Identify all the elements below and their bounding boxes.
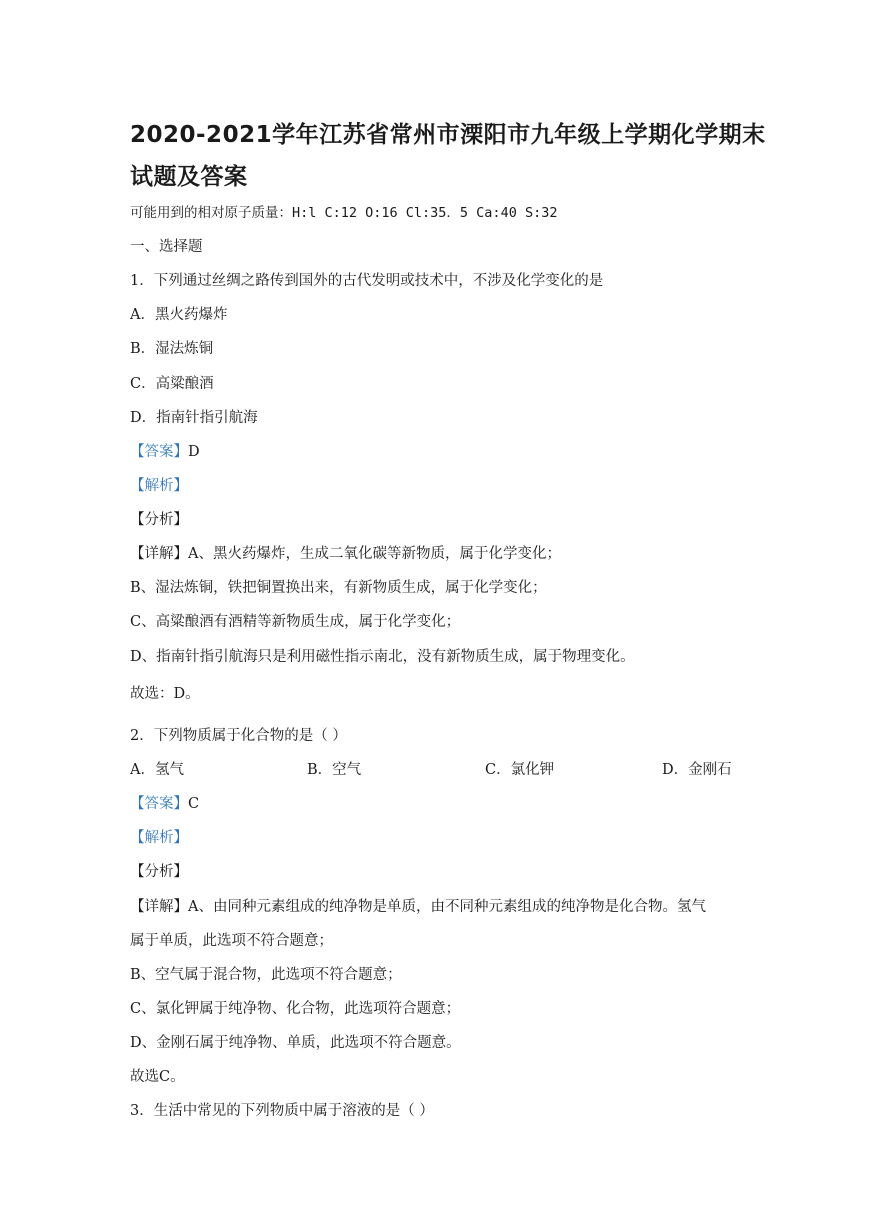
- q1-option-a: A．黑火药爆炸: [130, 307, 228, 323]
- q1-detail-line: D、指南针指引航海只是利用磁性指示南北，没有新物质生成，属于物理变化。: [130, 649, 635, 665]
- q1-stem: 1．下列通过丝绸之路传到国外的古代发明或技术中，不涉及化学变化的是: [130, 273, 604, 289]
- q1-option-c: C．高粱酿酒: [130, 376, 214, 392]
- q2-stem: 2．下列物质属于化合物的是（ ）: [130, 728, 347, 744]
- q2-detail-line: 【详解】A、由同种元素组成的纯净物是单质，由不同种元素组成的纯净物是化合物。氢气: [130, 899, 706, 915]
- q1-option-d: D．指南针指引航海: [130, 410, 258, 426]
- q2-answer: [130, 794, 199, 814]
- q1-option-b: B．湿法炼铜: [130, 341, 214, 357]
- atomic-masses: 可能用到的相对原子质量：H:l C:12 O:16 Cl:35．5 Ca:40 S:32: [130, 205, 558, 221]
- q1-detail-line: 【详解】A、黑火药爆炸，生成二氧化碳等新物质，属于化学变化；: [130, 546, 561, 562]
- q2-option-d: D．金刚石: [662, 762, 732, 778]
- q3-stem: 3．生活中常见的下列物质中属于溶液的是（ ）: [130, 1103, 434, 1119]
- q2-conclusion: 故选C。: [130, 1069, 185, 1085]
- document-title-line2: 试题及答案: [130, 164, 248, 190]
- q1-analysis-tag: 【解析】: [130, 478, 188, 494]
- q2-option-b: B．空气: [307, 762, 362, 778]
- q2-detail-line: 属于单质，此选项不符合题意；: [130, 933, 333, 949]
- q2-detail-line: B、空气属于混合物，此选项不符合题意；: [130, 967, 402, 983]
- q1-fenxi: 【分析】: [130, 512, 188, 528]
- q2-detail-line: C、氯化钾属于纯净物、化合物，此选项符合题意；: [130, 1001, 461, 1017]
- q1-answer: [130, 442, 200, 462]
- q1-detail-line: B、湿法炼铜，铁把铜置换出来，有新物质生成，属于化学变化；: [130, 580, 547, 596]
- q2-analysis-tag: 【解析】: [130, 830, 188, 846]
- answer-value: D: [188, 444, 200, 460]
- answer-tag: 【答案】: [130, 796, 188, 812]
- q2-option-c: C．氯化钾: [485, 762, 555, 778]
- document-title-line1: 2020-2021学年江苏省常州市溧阳市九年级上学期化学期末: [130, 122, 766, 148]
- q1-detail-line: C、高粱酿酒有酒精等新物质生成，属于化学变化；: [130, 614, 461, 630]
- q2-fenxi: 【分析】: [130, 864, 188, 880]
- q2-detail-line: D、金刚石属于纯净物、单质，此选项不符合题意。: [130, 1035, 461, 1051]
- answer-tag: 【答案】: [130, 444, 188, 460]
- answer-value: C: [188, 796, 200, 812]
- q1-conclusion: 故选：D。: [130, 686, 200, 702]
- section-heading: 一、选择题: [130, 239, 203, 255]
- q2-option-a: A．氢气: [130, 762, 184, 778]
